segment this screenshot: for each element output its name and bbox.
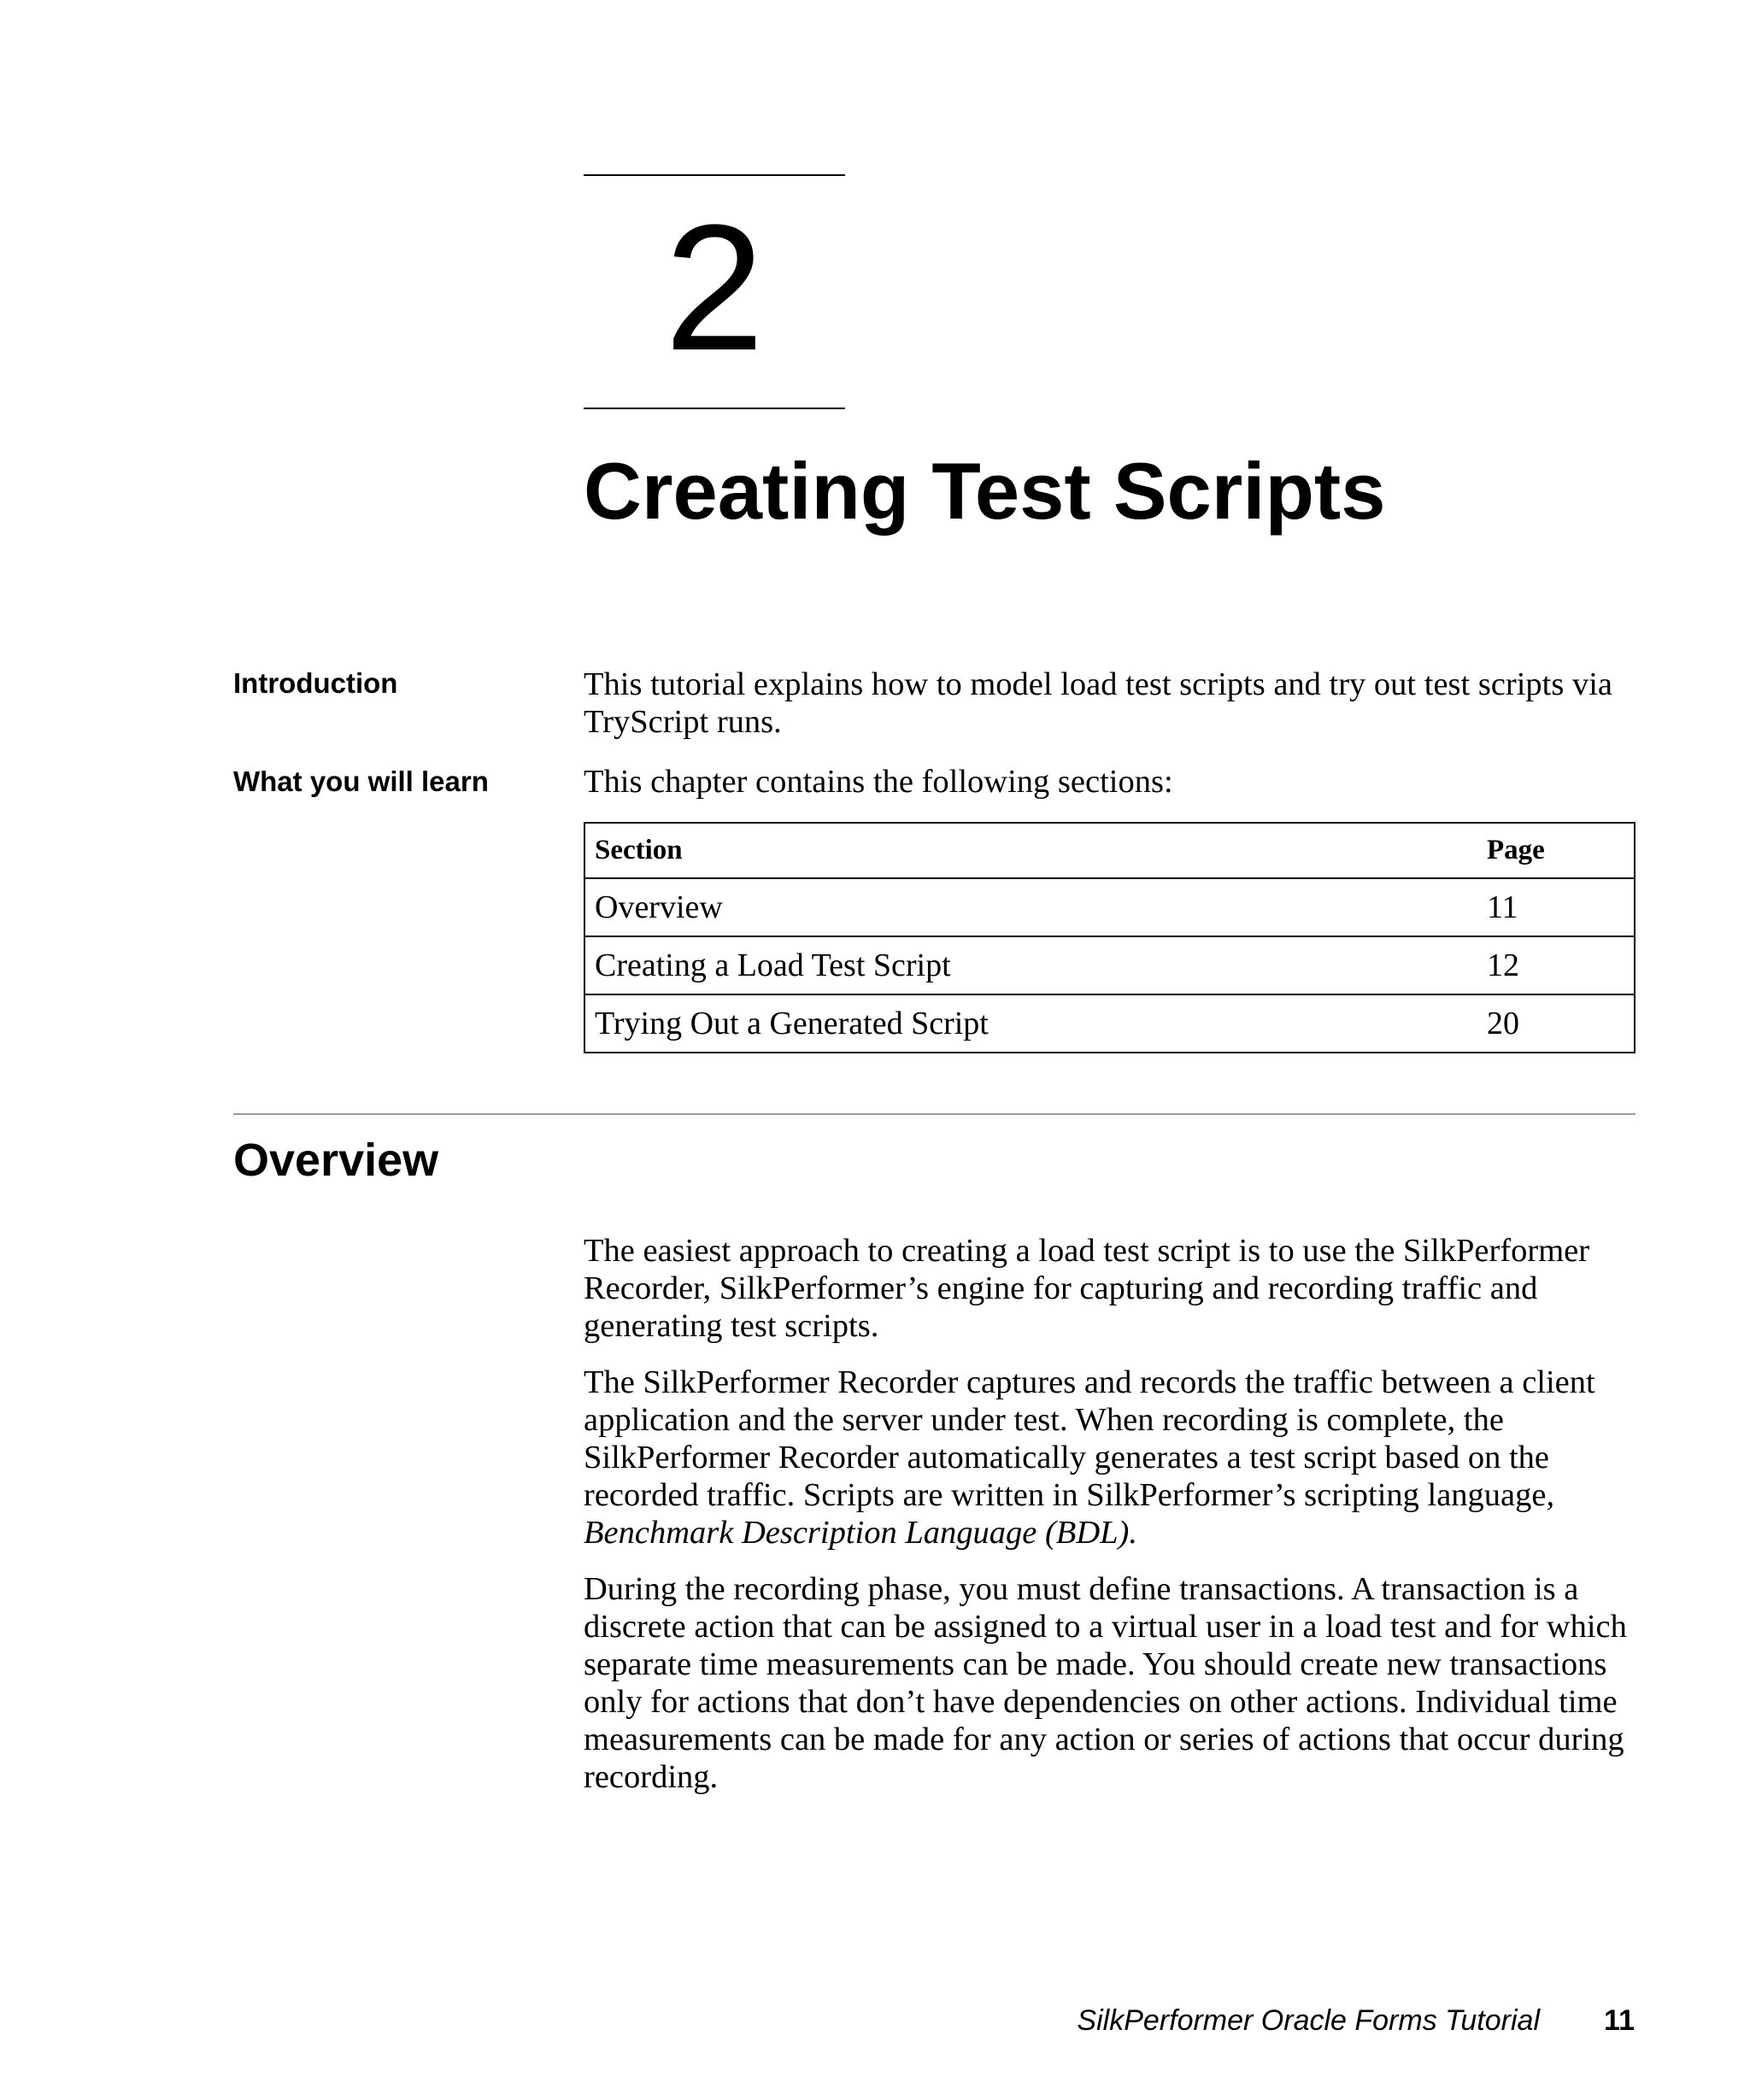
section-cell: Creating a Load Test Script — [584, 936, 1477, 994]
introduction-label: Introduction — [233, 667, 398, 699]
page-cell: 12 — [1477, 936, 1635, 994]
page-cell: 20 — [1477, 994, 1635, 1053]
page-cell: 11 — [1477, 878, 1635, 936]
section-divider — [233, 1113, 1635, 1115]
introduction-text: This tutorial explains how to model load test scripts and try out test scripts via TryScript runs. — [584, 666, 1613, 740]
chapter-number: 2 — [664, 187, 765, 388]
footer-page-number: 11 — [1604, 2004, 1635, 2037]
sections-table — [584, 822, 1635, 1053]
bdl-term: Benchmark Description Language (BDL). — [584, 1515, 1137, 1551]
section-cell: Trying Out a Generated Script — [584, 994, 1477, 1053]
overview-paragraph-3: During the recording phase, you must define transactions. A transaction is a discrete action that can be assigned to a virtual user in a load test and for which separate time measurements can be made. You should create new transactions only for actions that don’t have dependencies on other actions. Individual time measurements can be made for any action or series of actions that occur during recording. — [584, 1571, 1627, 1795]
what-you-will-learn-label: What you will learn — [233, 766, 489, 797]
section-column-header: Section — [584, 823, 1477, 878]
overview-heading: Overview — [233, 1135, 439, 1186]
what-you-will-learn-text: This chapter contains the following sections: — [584, 764, 1173, 800]
overview-paragraph-2 — [584, 1364, 1643, 1552]
table-row — [584, 994, 1635, 1053]
footer-title: SilkPerformer Oracle Forms Tutorial — [1077, 2004, 1540, 2037]
section-cell: Overview — [584, 878, 1477, 936]
table-row — [584, 936, 1635, 994]
chapter-title: Creating Test Scripts — [584, 446, 1386, 536]
table-row — [584, 878, 1635, 936]
paragraph-2-text: The SilkPerformer Recorder captures and records the traffic between a client application and the server under test. When recording is complete, the SilkPerformer Recorder automatically generates a test script based on the recorded traffic. Scripts are written in SilkPerformer’s scripting language, — [584, 1364, 1595, 1513]
chapter-rule-bottom — [584, 408, 845, 409]
table-header-row — [584, 823, 1635, 878]
overview-paragraph-1: The easiest approach to creating a load test script is to use the SilkPerformer Recorder, SilkPerformer’s engine for capturing and recording traffic and generating test scripts. — [584, 1233, 1590, 1344]
chapter-rule-top — [584, 174, 845, 176]
page-column-header: Page — [1477, 823, 1635, 878]
